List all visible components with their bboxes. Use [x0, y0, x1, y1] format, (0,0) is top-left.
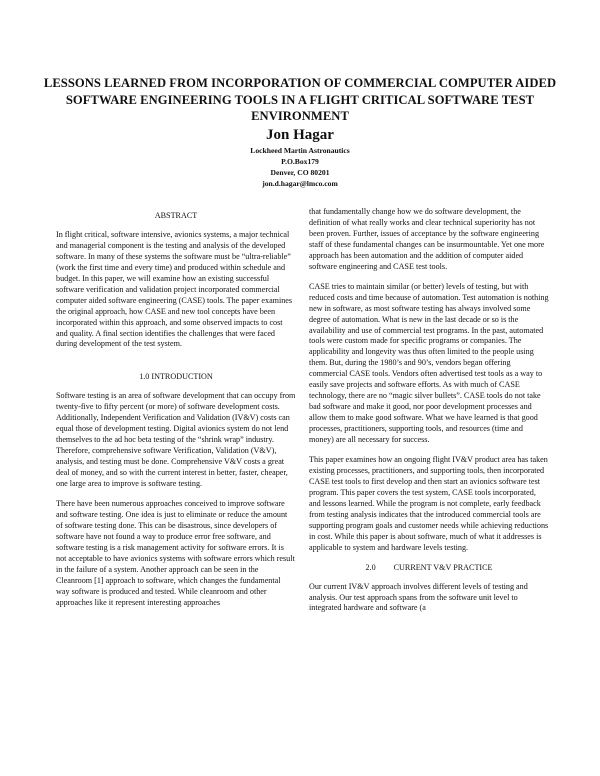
affiliation-box: P.O.Box179 [281, 157, 319, 166]
right-column [309, 207, 549, 623]
abstract-text: In flight critical, software intensive, avionics systems, a major technical and managerial component is the testing and analysis of the developed software. In many of these systems the software must be “ultra-reliable” (work the first time and every time) and produced within schedule and budget. In this paper, we will examine how an existing successful software verification and validation project incorporated commercial computer aided software engineering (CASE) tools. The paper examines the original approach, how CASE and new tool concepts have been incorporated within this approach, and some observed impacts to cost and quality. A final section identifies the challenges that were faced during development of the test system. [56, 229, 293, 349]
abstract-heading: ABSTRACT [154, 211, 198, 220]
practice-paragraph-1: Our current IV&V approach involves different levels of testing and analysis. Our test approach spans from the software unit level to integrated hardware and software (a [309, 581, 528, 613]
intro-paragraph-5: This paper examines how an ongoing flight IV&V product area has taken existing processes, practitioners, and supporting tools, then incorporated CASE test tools to first develop and then start an avionics software test program. This paper covers the test system, CASE tools incorporated, and lessons learned. While the program is not complete, early feedback from testing analysis indicates that the introduced commercial tools are supporting program goals and customer needs while achieving reductions in cost. While this paper is about software, much of what it addresses is applicable to system and hardware levels testing. [309, 455, 549, 552]
practice-section-number: 2.0 [365, 562, 376, 572]
affiliation-org: Lockheed Martin Astronautics [250, 146, 350, 155]
practice-heading [309, 563, 549, 574]
author-name: Jon Hagar [266, 127, 334, 143]
affiliation-city: Denver, CO 80201 [270, 168, 330, 177]
paper-title: LESSONS LEARNED FROM INCORPORATION OF COMMERCIAL COMPUTER AIDED SOFTWARE ENGINEERING TOOLS IN A FLIGHT CRITICAL SOFTWARE TEST ENVIRONMENT [43, 76, 557, 123]
left-column [56, 211, 296, 618]
author-affiliation [150, 145, 450, 189]
author-email: jon.d.hagar@lmco.com [262, 179, 338, 188]
practice-section-title: CURRENT V&V PRACTICE [393, 562, 493, 572]
intro-paragraph-4: CASE tries to maintain similar (or better) levels of testing, but with reduced costs and time because of automation. Test automation is nothing new in software, as most software testing has always involved some degree of automation. What is new in the last decade or so is the availability and use of commercial test programs. In the past, automated tools were custom made for specific programs or companies. The applicability and longevity was thus often limited to the people using them. But, during the 1980’s and 90’s, vendors began offering commercial CASE tools. Vendors often advertised test tools as a way to easily save projects and software efforts. As with much of CASE technology, there are no “magic silver bullets”. CASE tools do not take bad software and make it good, nor poor development processes and allow them to make good software. What we have learned is that good processes, practitioners, supporting tools, and resources (time and money) are all necessary for success. [309, 281, 549, 445]
intro-paragraph-3: that fundamentally change how we do software development, the definition of what really works and clear technical superiority has not been proven. Further, issues of acceptance by the software engineering staff of these fundamental changes can be insurmountable. Yet one more approach has been automation and the addition of computer aided software engineering and CASE test tools. [309, 207, 545, 271]
intro-paragraph-2: There have been numerous approaches conceived to improve software and software testing. One idea is just to eliminate or reduce the amount of software testing done. This can be disastrous, since developers of software have not found a way to produce error free software, and software testing is a risk management activity for software errors. It is not acceptable to have avionics systems with software errors which result in the failure of a system. Another approach can be seen in the Cleanroom [1] approach to software, which changes the fundamental way software is produced and tested. While cleanroom and other approaches like it represent interesting approaches [56, 498, 295, 607]
introduction-heading: 1.0 INTRODUCTION [139, 372, 213, 382]
intro-paragraph-1: Software testing is an area of software development that can occupy from twenty-five to fifty percent (or more) of software development costs. Additionally, Independent Verification and Validation (IV&V) costs can equal those of development testing. Digital avionics system do not lend themselves to the ad hoc beta testing of the “shrink wrap” industry. Therefore, comprehensive software Verification, Validation (V&V), analysis, and testing must be done. Comprehensive V&V costs a great deal of money, and so with the current interest in better, faster, cheaper, one large area to improve is software testing. [56, 391, 296, 489]
